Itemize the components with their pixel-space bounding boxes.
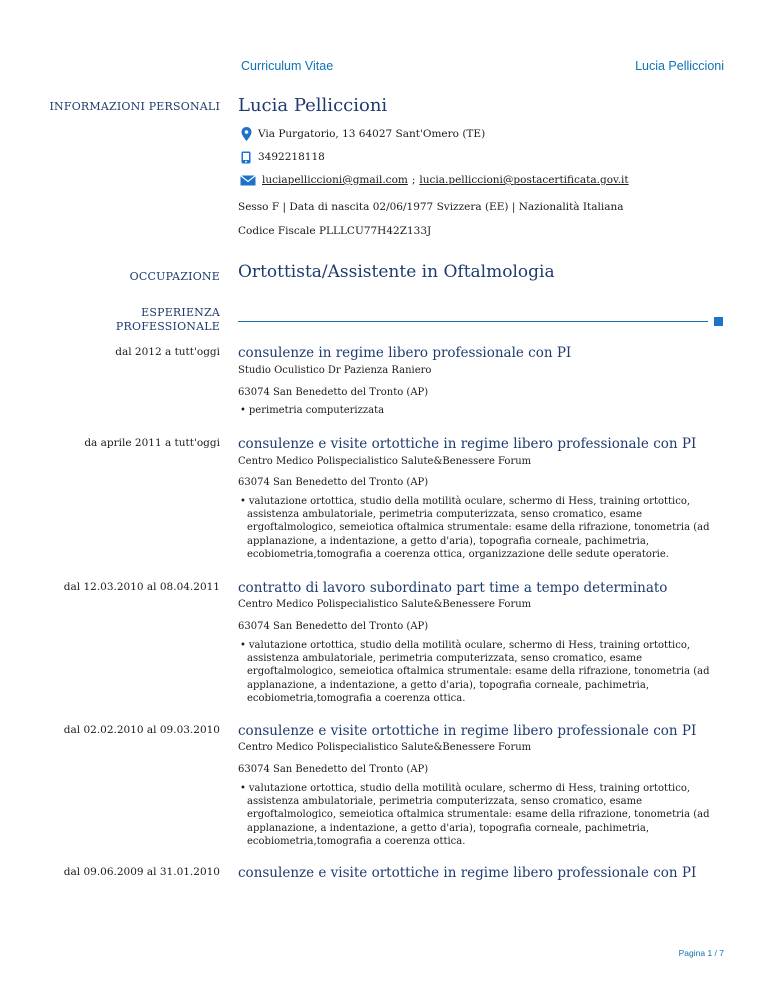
experience-location: 63074 San Benedetto del Tronto (AP) xyxy=(238,621,429,632)
experience-location: 63074 San Benedetto del Tronto (AP) xyxy=(238,477,429,488)
experience-date: dal 12.03.2010 al 08.04.2011 xyxy=(63,581,220,593)
experience-employer: Centro Medico Polispecialistico Salute&Benessere Forum xyxy=(238,599,532,610)
experience-bullet: • perimetria computerizzata xyxy=(238,404,717,417)
experience-bullet: • valutazione ortottica, studio della motilità oculare, schermo di Hess, training ortottico, assistenza ambulatoriale, perimetria computerizzata, senso cromatico, esame ergoftalmologico, semeiotica oftalmica strumentale: esame della rifrazione, tonometria (ad applanazione, a indentazione, a getto d'aria), topografia corneale, pachimetria, ecobiometria,tomografia a coerenza ottica, organizzazione delle sedute operatorie. xyxy=(238,495,717,561)
personal-details: Sesso F | Data di nascita 02/06/1977 Svizzera (EE) | Nazionalità Italiana xyxy=(238,201,624,213)
experience-location: 63074 San Benedetto del Tronto (AP) xyxy=(238,387,429,398)
experience-employer: Studio Oculistico Dr Pazienza Raniero xyxy=(238,365,432,376)
address-row xyxy=(238,127,485,141)
personal-section-label: INFORMAZIONI PERSONALI xyxy=(49,100,220,113)
address-text: Via Purgatorio, 13 64027 Sant'Omero (TE) xyxy=(258,128,486,140)
section-divider-square xyxy=(714,317,723,326)
experience-label-line-2: PROFESSIONALE xyxy=(115,320,220,333)
experience-bullet: • valutazione ortottica, studio della motilità oculare, schermo di Hess, training ortottico, assistenza ambulatoriale, perimetria computerizzata, senso cromatico, esame ergoftalmologico, semeiotica oftalmica strumentale: esame della rifrazione, tonometria (ad applanazione, a indentazione, a getto d'aria), topografia corneale, pachimetria, ecobiometria,tomografia a coerenza ottica. xyxy=(238,782,717,848)
experience-section-label xyxy=(116,306,220,334)
phone-row xyxy=(238,150,325,164)
experience-title: consulenze e visite ortottiche in regime libero professionale con PI xyxy=(238,723,697,739)
experience-date: dal 2012 a tutt'oggi xyxy=(115,346,220,358)
header-author-name: Lucia Pelliccioni xyxy=(635,59,724,73)
experience-title: consulenze in regime libero professionale con PI xyxy=(238,345,572,361)
experience-employer: Centro Medico Polispecialistico Salute&Benessere Forum xyxy=(238,456,532,467)
experience-title: contratto di lavoro subordinato part time a tempo determinato xyxy=(238,580,668,596)
experience-date: dal 09.06.2009 al 31.01.2010 xyxy=(63,866,220,878)
experience-location: 63074 San Benedetto del Tronto (AP) xyxy=(238,764,429,775)
envelope-icon xyxy=(238,173,258,187)
experience-date: dal 02.02.2010 al 09.03.2010 xyxy=(63,724,220,736)
experience-label-line-1: ESPERIENZA xyxy=(141,306,220,319)
occupation-section-label: OCCUPAZIONE xyxy=(129,270,220,283)
email-link-certified[interactable]: lucia.pelliccioni@postacertificata.gov.it xyxy=(419,174,629,186)
candidate-name: Lucia Pelliccioni xyxy=(238,95,388,116)
email-row xyxy=(238,173,629,187)
phone-icon xyxy=(238,150,254,164)
phone-text: 3492218118 xyxy=(258,151,325,163)
email-link-primary[interactable]: luciapelliccioni@gmail.com xyxy=(262,174,408,186)
page-number: Pagina 1 / 7 xyxy=(678,948,724,958)
experience-bullet: • valutazione ortottica, studio della motilità oculare, schermo di Hess, training ortottico, assistenza ambulatoriale, perimetria computerizzata, senso cromatico, esame ergoftalmologico, semeiotica oftalmica strumentale: esame della rifrazione, tonometria (ad applanazione, a indentazione, a getto d'aria), topografia corneale, pachimetria, ecobiometria,tomografia a coerenza ottica. xyxy=(238,639,717,705)
section-divider-line xyxy=(238,321,708,322)
fiscal-code: Codice Fiscale PLLLCU77H42Z133J xyxy=(238,225,432,237)
experience-date: da aprile 2011 a tutt'oggi xyxy=(84,437,220,449)
experience-title: consulenze e visite ortottiche in regime libero professionale con PI xyxy=(238,865,697,881)
header-doc-title: Curriculum Vitae xyxy=(241,59,334,73)
email-separator: ; xyxy=(411,174,416,186)
map-pin-icon xyxy=(238,127,254,141)
experience-title: consulenze e visite ortottiche in regime libero professionale con PI xyxy=(238,436,697,452)
experience-employer: Centro Medico Polispecialistico Salute&Benessere Forum xyxy=(238,742,532,753)
occupation-title: Ortottista/Assistente in Oftalmologia xyxy=(238,262,555,282)
